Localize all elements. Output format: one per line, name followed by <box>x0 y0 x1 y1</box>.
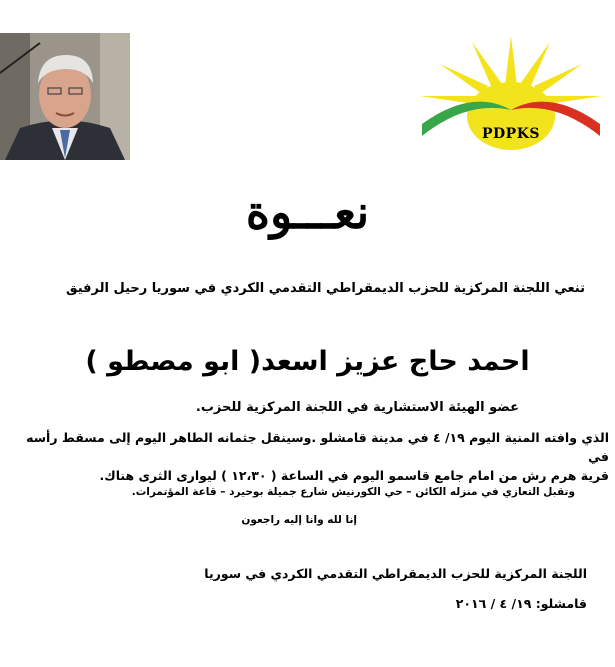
details-line-1: الذي وافته المنية اليوم ١٩/ ٤ في مدينة قامشلو .وسينقل جثمانه الطاهر اليوم إلى مسقط رأسه في <box>26 430 609 464</box>
condolences-line: وتقبل التعازي في منزله الكائن – حي الكورنيش شارع جميلة بوحيرد – قاعة المؤتمرات. <box>131 486 575 498</box>
deceased-photo <box>0 33 130 160</box>
details-line-2: قرية هرم رش من امام جامع قاسمو اليوم في الساعة ( ١٢،٣٠ ) ليوارى الثرى هناك. <box>99 468 609 483</box>
obituary-title: نعـــوة <box>245 185 370 239</box>
funeral-details <box>5 428 609 485</box>
prayer-line: إنا لله وانا إليه راجعون <box>241 514 357 526</box>
party-logo <box>412 28 610 153</box>
membership-line: عضو الهيئة الاستشارية في اللجنة المركزية للحزب. <box>195 400 519 415</box>
logo-text: PDPKS <box>482 126 540 142</box>
announcement-line: تنعي اللجنة المركزية للحزب الديمقراطي التقدمي الكردي في سوريا رحيل الرفيق <box>66 281 585 296</box>
date-line: قامشلو: ١٩/ ٤ / ٢٠١٦ <box>455 596 587 611</box>
portrait-image <box>0 33 130 160</box>
signature-line: اللجنة المركزية للحزب الديمقراطي التقدمي الكردي في سوريا <box>204 566 587 581</box>
deceased-name: احمد حاج عزيز اسعد( ابو مصطو ) <box>85 346 530 377</box>
